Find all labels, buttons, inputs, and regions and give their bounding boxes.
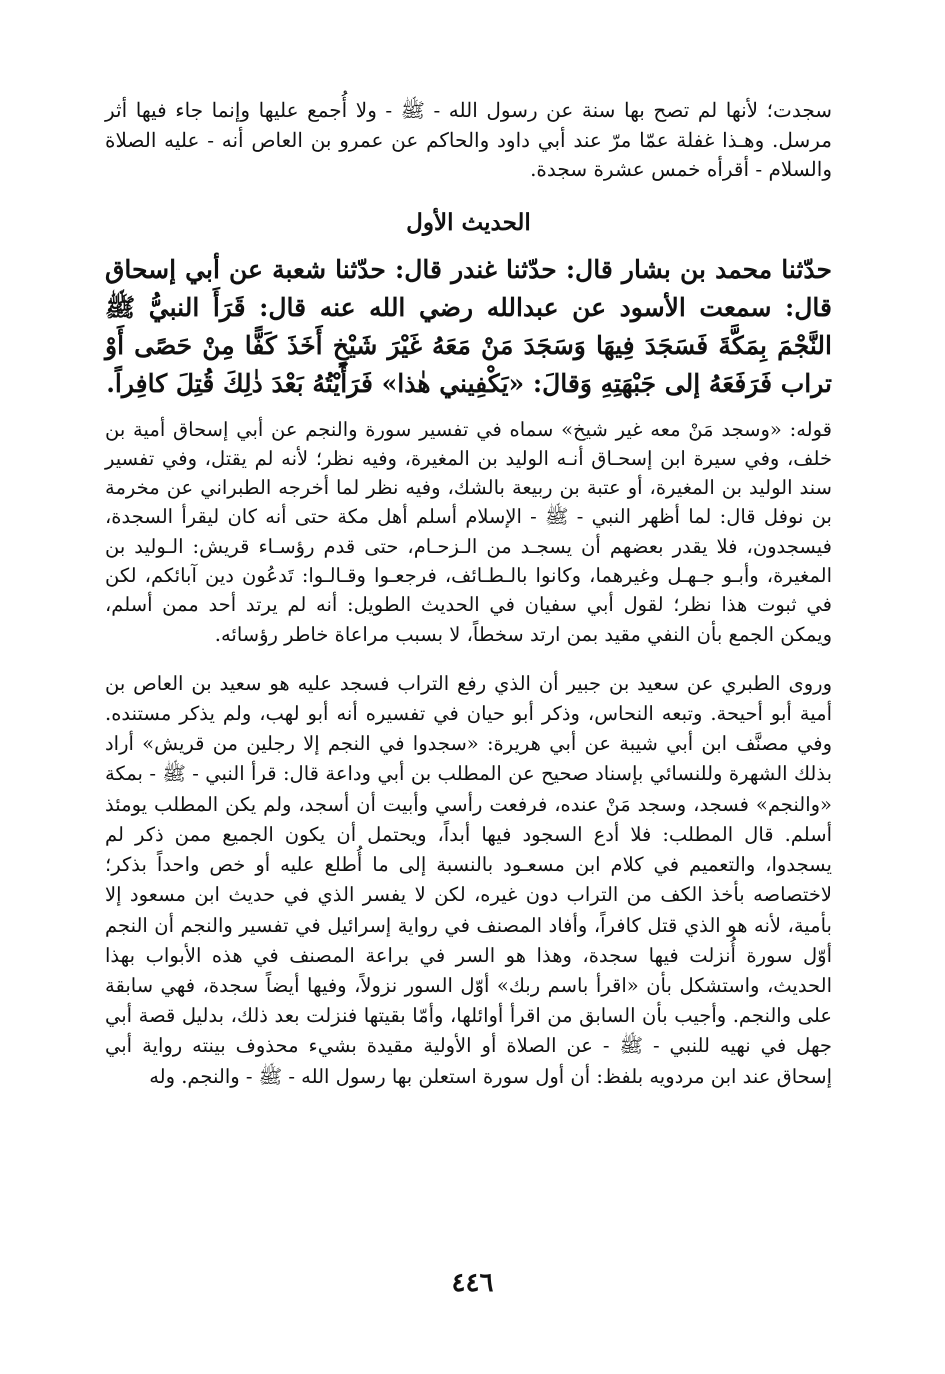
section-heading: الحديث الأول xyxy=(406,208,531,236)
hadith-text: حدّثنا محمد بن بشار قال: حدّثنا غندر قال: حدّثنا شعبة عن أبي إسحاق قال: سمعت الأسود عن عبدالله رضي الله عنه قال: قَرَأَ النبيُّ ﷺ النَّجْمَ بِمَكَّةَ فَسَجَدَ فِيهَا وَسَجَدَ مَنْ مَعَهُ غَيْرَ شَيْخٍ أَخَذَ كَفًّا مِنْ حَصًى أَوْ تراب فَرَفَعَهُ إلى جَبْهَتِهِ وَقالَ: «يَكْفِيني هٰذا» فَرَأَيْتُهُ بَعْدَ ذٰلِكَ قُتِلَ كافِراً. xyxy=(105,254,832,398)
page-number: ٤٤٦ xyxy=(451,1268,494,1298)
body-paragraph: وروى الطبري عن سعيد بن جبير أن الذي رفع التراب فسجد عليه هو سعيد بن العاص بن أمية أبو أحيحة. وتبعه النحاس، وذكر أبو حيان في تفسيره أنه أبو لهب، ولم يذكر مستنده. وفي مصنَّف ابن أبي شيبة عن أبي هريرة: «سجدوا في النجم إلا رجلين من قريش» أراد بذلك الشهرة وللنسائي بإسناد صحيح عن المطلب بن أبي وداعة قال: قرأ النبي - ﷺ - بمكة «والنجم» فسجد، وسجد مَنْ عنده، فرفعت رأسي وأبيت أن أسجد، ولم يكن المطلب يومئذ أسلم. قال المطلب: فلا أدع السجود فيها أبداً، ويحتمل أن يكون الجميع ممن ذكر لم يسجدوا، والتعميم في كلام ابن مسعـود بالنسبة إلى ما أُطلع عليه أو خص واحداً بذكر؛ لاختصاصه بأخذ الكف من التراب دون غيره، لكن لا يفسر الذي في حديث ابن مسعود إلا بأمية، لأنه هو الذي قتل كافراً، وأفاد المصنف في رواية إسرائيل في تفسير والنجم أن النجم أوّل سورة أُنزلت فيها سجدة، وهذا هو السر في براعة المصنف في هذه الأبواب بهذا الحديث، واستشكل بأن «اقرأ باسم ربك» أوّل السور نزولاً، وفيها أيضاً سجدة، فهي سابقة على والنجم. وأجيب بأن السابق من اقرأ أوائلها، وأمّا بقيتها فنزلت بعد ذلك، بدليل قصة أبي جهل في نهيه للنبي - ﷺ - عن الصلاة أو الأولية مقيدة بشيء محذوف بينته رواية أبي إسحاق عند ابن مردويه بلفظ: أن أول سورة استعلن بها رسول الله - ﷺ - والنجم. وله xyxy=(105,671,832,1088)
intro-paragraph: سجدت؛ لأنها لم تصح بها سنة عن رسول الله - ﷺ - ولا أُجمع عليها وإنما جاء فيها أثر مرسل. وهـذا غفلة عمّا مرّ عند أبي داود والحاكم عن عمرو بن العاص أنه - عليه الصلاة والسلام - أقرأه خمس عشرة سجدة. xyxy=(105,98,832,181)
document-page xyxy=(105,96,832,1092)
commentary-paragraph: قوله: «وسجد مَنْ معه غير شيخ» سماه في تفسير سورة والنجم عن أبي إسحاق أمية بن خلف، وفي سيرة ابن إسحـاق أنـه الوليد بن المغيرة، وفيه نظر؛ لأنه لم يقتل، وفي تفسير سند الوليد بن المغيرة، أو عتبة بن ربيعة بالشك، وفيه نظر لما أخرجه الطبراني عن مخرمة بن نوفل قال: لما أظهر النبي - ﷺ - الإسلام أسلم أهل مكة حتى أنه كان ليقرأ السجدة، فيسجدون، فلا يقدر بعضهم أن يسجـد من الـزحـام، حتى قدم رؤسـاء قريش: الـوليد بن المغيرة، وأبـو جـهـل وغيرهما، وكانوا بالـطـائف، فرجعـوا وقـالـوا: تَدعُون دين آبائكم، لكن في ثبوت هذا نظر؛ لقول أبي سفيان في الحديث الطويل: أنه لم يرتد أحد ممن أسلم، ويمكن الجمع بأن النفي مقيد بمن ارتد سخطاً، لا بسبب مراعاة خاطر رؤسائه. xyxy=(105,417,832,646)
